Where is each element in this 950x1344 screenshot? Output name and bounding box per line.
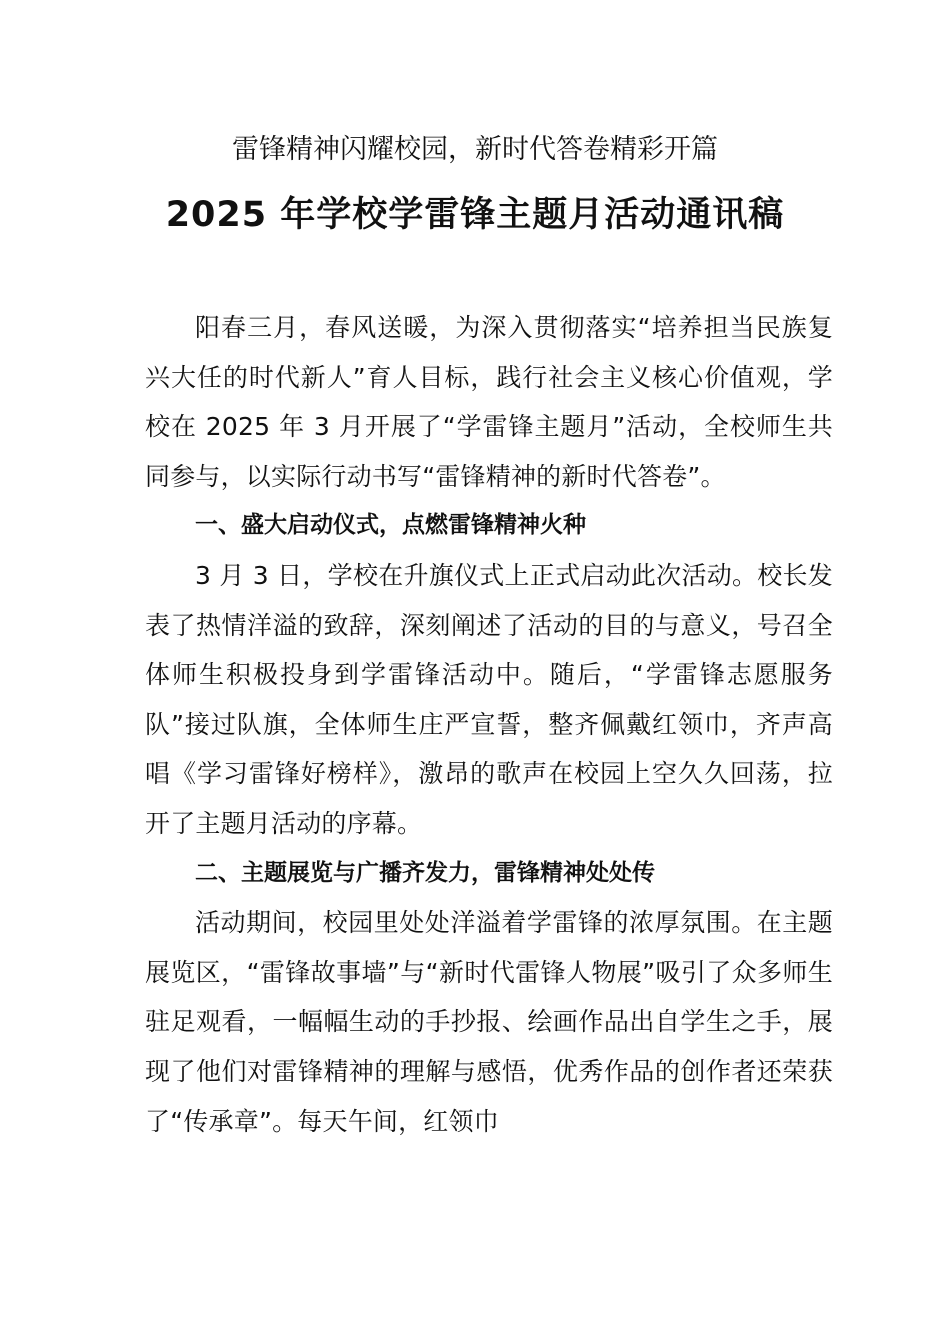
document-subtitle: 雷锋精神闪耀校园，新时代答卷精彩开篇 <box>232 134 718 165</box>
document-body <box>145 303 833 1146</box>
section-heading-2: 二、主题展览与广播齐发力，雷锋精神处处传 <box>195 859 655 886</box>
intro-paragraph: 阳春三月，春风送暖，为深入贯彻落实“培养担当民族复兴大任的时代新人”育人目标，践行社会主义核心价值观，学校在 2025 年 3 月开展了“学雷锋主题月”活动，全校师生共同参与，以实际行动书写“雷锋精神的新时代答卷”。 <box>145 313 833 491</box>
section-heading-1: 一、盛大启动仪式，点燃雷锋精神火种 <box>195 512 586 539</box>
document-title: 2025 年学校学雷锋主题月活动通讯稿 <box>165 195 785 235</box>
section-1-paragraph: 3 月 3 日，学校在升旗仪式上正式启动此次活动。校长发表了热情洋溢的致辞，深刻阐述了活动的目的与意义，号召全体师生积极投身到学雷锋活动中。随后，“学雷锋志愿服务队”接过队旗，全体师生庄严宣誓，整齐佩戴红领巾，齐声高唱《学习雷锋好榜样》，激昂的歌声在校园上空久久回荡，拉开了主题月活动的序幕。 <box>145 560 833 838</box>
section-2-paragraph: 活动期间，校园里处处洋溢着学雷锋的浓厚氛围。在主题展览区，“雷锋故事墙”与“新时代雷锋人物展”吸引了众多师生驻足观看，一幅幅生动的手抄报、绘画作品出自学生之手，展现了他们对雷锋精神的理解与感悟，优秀作品的创作者还荣获了“传承章”。每天午间，红领巾 <box>145 908 833 1136</box>
